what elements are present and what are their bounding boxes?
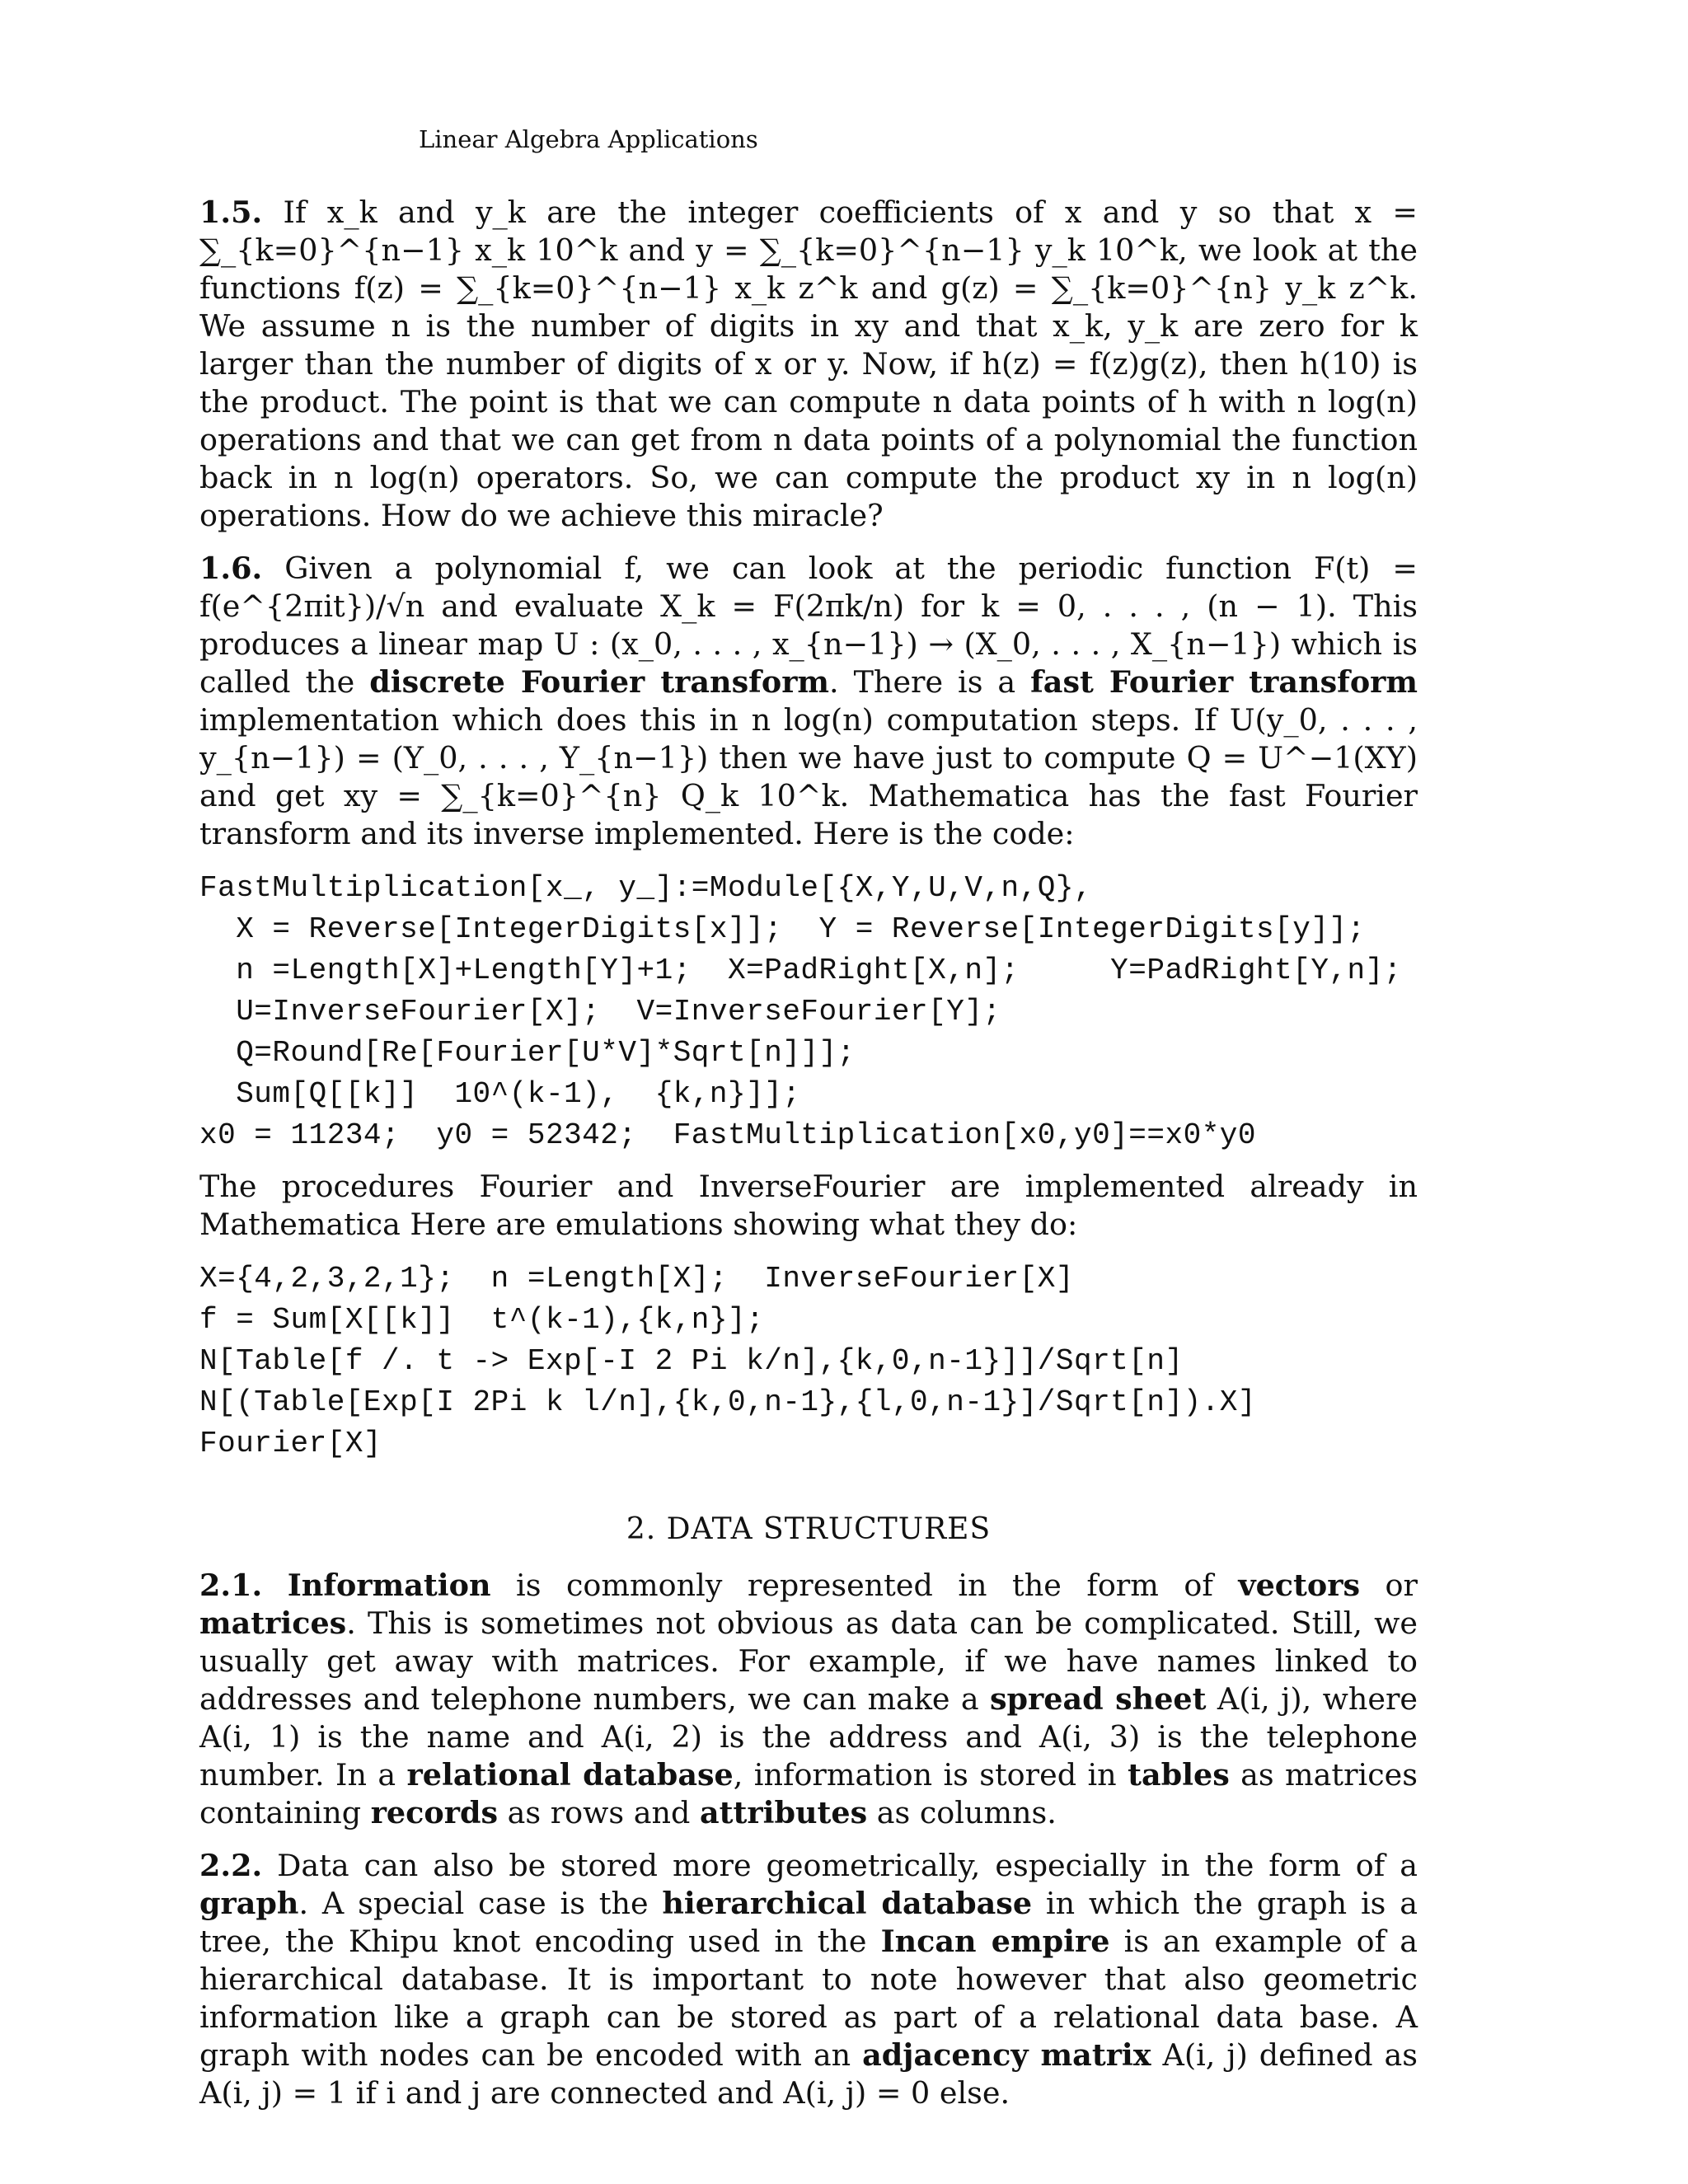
code-line: Q=Round[Re[Fourier[U*V]*Sqrt[n]]];	[199, 1036, 856, 1070]
code-block-fast-multiplication	[199, 868, 1418, 1156]
paragraph-number: 1.6.	[199, 551, 263, 586]
term-attributes: attributes	[699, 1795, 868, 1830]
paragraph-text: , information is stored in	[733, 1757, 1117, 1793]
section-heading	[199, 1511, 1418, 1549]
paragraph-text: as matrices containing	[199, 1757, 1418, 1830]
code-block-emulations	[199, 1258, 1418, 1465]
paragraph-procedures: The procedures Fourier and InverseFourier are implemented already in Mathematica Here are emulations showing what they do:	[199, 1169, 1418, 1242]
code-line: N[Table[f /. t -> Exp[-I 2 Pi k/n],{k,0,n-1}]]/Sqrt[n]	[199, 1344, 1184, 1378]
paragraph-text: . A special case is the	[298, 1886, 649, 1921]
running-header: Linear Algebra Applications	[419, 125, 758, 153]
term-adjacency-matrix: adjacency matrix	[862, 2037, 1151, 2073]
term-vectors: vectors	[1238, 1568, 1361, 1603]
code-line: U=InverseFourier[X]; V=InverseFourier[Y];	[199, 995, 1001, 1029]
code-line: Fourier[X]	[199, 1427, 382, 1460]
paragraph-text: Data can also be stored more geometrically, especially in the form of a	[277, 1848, 1418, 1883]
code-line: X = Reverse[IntegerDigits[x]]; Y = Reverse[IntegerDigits[y]];	[199, 912, 1366, 946]
paragraph-1-5	[199, 194, 1418, 535]
code-line: N[(Table[Exp[I 2Pi k l/n],{k,0,n-1},{l,0,n-1}]/Sqrt[n]).X]	[199, 1385, 1257, 1419]
paragraph-text: . There is a	[829, 664, 1016, 700]
term-incan-empire: Incan empire	[880, 1924, 1110, 1959]
paragraph-number: 1.5.	[199, 194, 263, 230]
term-matrices: matrices	[199, 1605, 347, 1641]
term-graph: graph	[199, 1886, 299, 1921]
paragraph-text: If x_k and y_k are the integer coefficients of x and y so that x = ∑_{k=0}^{n−1} x_k 10^k and y = ∑_{k=0}^{n−1} y_k 10^k, we look at the functions f(z) = ∑_{k=0}^{n−1} x_k z^k and g(z) = ∑_{k=0}^{n} y_k z^k. We assume n is the number of digits in xy and that x_k, y_k are zero for k larger than the number of digits of x or y. Now, if h(z) = f(z)g(z), then h(10) is the product. The point is that we can compute n data points of h with n log(n) operations and that we can get from n data points of a polynomial the function back in n log(n) operators. So, we can compute the product xy in n log(n) operations. How do we achieve this miracle?	[199, 194, 1418, 533]
paragraph-text: . This is sometimes not obvious as data can be complicated. Still, we usually get away with matrices. For example, if we have names linked to addresses and telephone numbers, we can make a	[199, 1605, 1418, 1717]
paragraph-2-1	[199, 1567, 1418, 1832]
paragraph-text: Given a polynomial f, we can look at the periodic function F(t) = f(e^{2πit})/√n and evaluate X_k = F(2πk/n) for k = 0, . . . , (n − 1). This produces a linear map U : (x_0, . . . , x_{n−1}) → (X_0, . . . , X_{n−1}) which is called the	[199, 551, 1418, 700]
term-relational-database: relational database	[406, 1757, 734, 1793]
term-fast-fourier-transform: fast Fourier transform	[1030, 664, 1418, 700]
section-number: 2.	[626, 1512, 657, 1546]
paragraph-text: as rows and	[507, 1795, 691, 1830]
code-line: FastMultiplication[x_, y_]:=Module[{X,Y,U,V,n,Q},	[199, 871, 1093, 905]
paragraph-text: implementation which does this in n log(n) computation steps. If U(y_0, . . . , y_{n−1}) = (Y_0, . . . , Y_{n−1}) then we have just to compute Q = U^−1(XY) and get xy = ∑_{k=0}^{n} Q_k 10^k. Mathematica has the fast Fourier transform and its inverse implemented. Here is the code:	[199, 702, 1418, 851]
paragraph-number: 2.1.	[199, 1568, 263, 1603]
paragraph-text: as columns.	[876, 1795, 1057, 1830]
paragraph-number: 2.2.	[199, 1848, 263, 1883]
paragraph-text: A(i, j) defined as A(i, j) = 1 if i and j are connected and A(i, j) = 0 else.	[199, 2037, 1418, 2111]
code-line: x0 = 11234; y0 = 52342; FastMultiplication[x0,y0]==x0*y0	[199, 1118, 1257, 1152]
term-hierarchical-database: hierarchical database	[662, 1886, 1033, 1921]
code-line: f = Sum[X[[k]] t^(k-1),{k,n}];	[199, 1303, 765, 1337]
paragraph-text: is an example of a hierarchical database. It is important to note however that also geometric information like a graph can be stored as part of a relational data base. A graph with nodes can be encoded with an	[199, 1924, 1418, 2073]
paragraph-text: A(i, j), where A(i, 1) is the name and A(i, 2) is the address and A(i, 3) is the telephone number. In a	[199, 1681, 1418, 1793]
paragraph-2-2	[199, 1847, 1418, 2112]
section-title: DATA STRUCTURES	[666, 1512, 992, 1546]
term-records: records	[370, 1795, 499, 1830]
code-line: Sum[Q[[k]] 10^(k-1), {k,n}]];	[199, 1077, 801, 1111]
term-tables: tables	[1128, 1757, 1230, 1793]
page-body	[199, 194, 1418, 2127]
code-line: X={4,2,3,2,1}; n =Length[X]; InverseFourier[X]	[199, 1262, 1074, 1296]
paragraph-text: in which the graph is a tree, the Khipu knot encoding used in the	[199, 1886, 1418, 1959]
paragraph-text: or	[1385, 1568, 1418, 1603]
paragraph-1-6	[199, 550, 1418, 853]
paragraph-text: is commonly represented in the form of	[516, 1568, 1213, 1603]
term-information: Information	[287, 1568, 491, 1603]
term-discrete-fourier-transform: discrete Fourier transform	[369, 664, 830, 700]
code-line: n =Length[X]+Length[Y]+1; X=PadRight[X,n]; Y=PadRight[Y,n];	[199, 954, 1402, 987]
term-spread-sheet: spread sheet	[989, 1681, 1207, 1717]
